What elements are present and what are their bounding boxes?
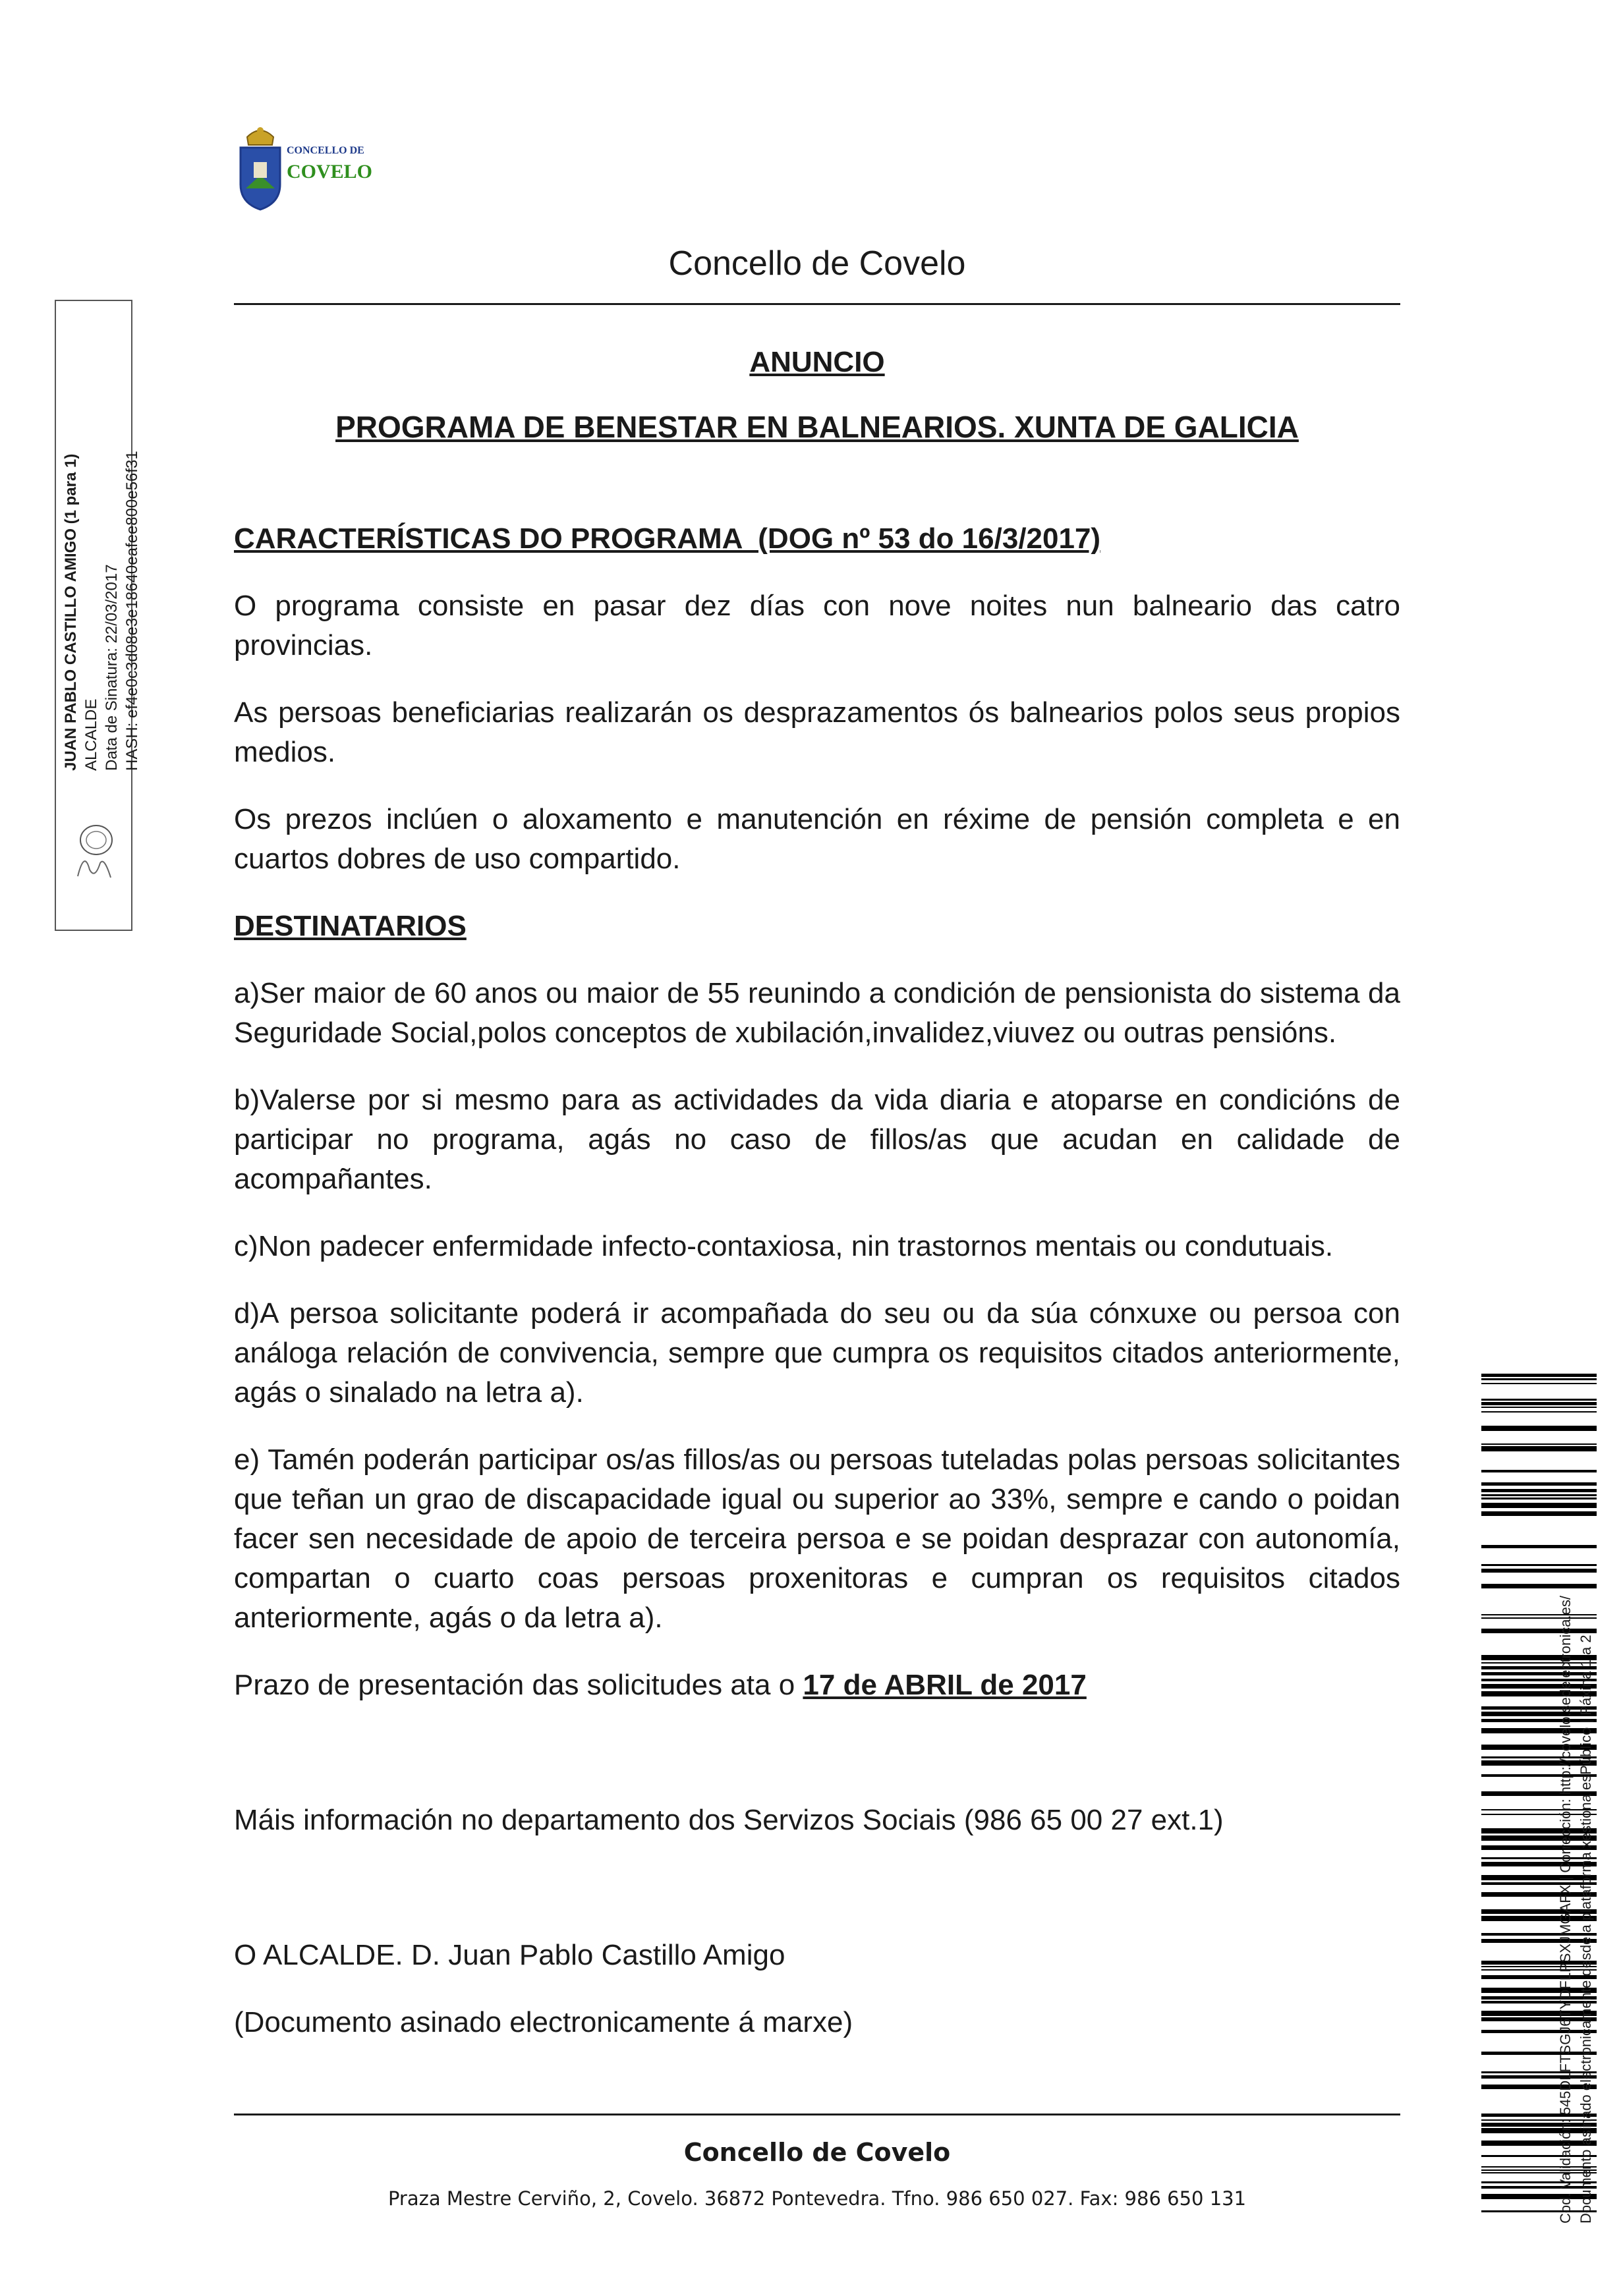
- recipient-requirement: b)Valerse por si mesmo para as actividades da vida diaria e atoparse en condicións de participar no programa, agás no caso de fillos/as que acudan en calidade de acompañantes.: [234, 1084, 1400, 1195]
- program-title: PROGRAMA DE BENESTAR EN BALNEARIOS. XUNTA DE GALICIA: [335, 410, 1299, 444]
- footer-title: Concello de Covelo: [683, 2138, 951, 2167]
- signatory: O ALCALDE. D. Juan Pablo Castillo Amigo: [234, 1939, 785, 1971]
- concello-logo: [234, 98, 382, 242]
- signer-role: ALCALDE: [82, 698, 100, 771]
- validation-platform: Documento asinado electronicamente desde a plataforma xestiona esPúblico | Páxina 1 a 2: [1578, 1635, 1594, 2224]
- characteristics-heading: CARACTERÍSTICAS DO PROGRAMA (DOG nº 53 do 16/3/2017): [234, 522, 1101, 555]
- coat-of-arms-icon: [234, 124, 287, 223]
- barcode-bar: [1481, 1399, 1597, 1401]
- announcement-heading: ANUNCIO: [749, 346, 885, 378]
- signature-date: Data de Sinatura: 22/03/2017: [103, 564, 121, 771]
- signer-name: JUAN PABLO CASTILLO AMIGO (1 para 1): [62, 453, 80, 771]
- barcode-bar: [1481, 1383, 1597, 1384]
- document-body: [234, 343, 1400, 2042]
- signature-stamp-text: [61, 310, 141, 771]
- header-divider: [234, 303, 1400, 305]
- characteristics-paragraph: As persoas beneficiarias realizarán os desprazamentos ós balnearios polos seus propios medios.: [234, 696, 1400, 768]
- barcode-bar: [1481, 1374, 1597, 1377]
- signature-note: (Documento asinado electronicamente á marxe): [234, 2006, 853, 2038]
- more-info: Máis información no departamento dos Servizos Sociais (986 65 00 27 ext.1): [234, 1804, 1224, 1836]
- validation-code: Cod. Validación: 545DLFTSGJ6TYDFLPSXJMGAFX | Corrección: http://covelo.sedelectronica.es/: [1557, 1596, 1574, 2224]
- deadline-prefix: Prazo de presentación das solicitudes ata o: [234, 1669, 803, 1701]
- logo-text-bottom: COVELO: [287, 161, 373, 182]
- recipient-requirement: e) Tamén poderán participar os/as fillos/as ou persoas tuteladas polas persoas solicitantes que teñan un grao de discapacidade igual ou superior ao 33%, sempre e cando o poidan facer sen necesidade de apoio de terceira persoa e se poidan desprazar con autonomía, compartan o cuarto coas persoas proxenitoras e cumpran os requisitos citados anteriormente, agás o da letra a).: [234, 1443, 1400, 1634]
- footer-address: Praza Mestre Cerviño, 2, Covelo. 36872 Pontevedra. Tfno. 986 650 027. Fax: 986 650 131: [387, 2187, 1247, 2210]
- signature-seal-icon: [71, 817, 117, 883]
- logo-text-top: CONCELLO DE: [287, 145, 364, 156]
- signature-hash: HASH: ef4e0c3d08e3e18640eafee800e56f31: [123, 451, 141, 771]
- footer-divider: [234, 2114, 1400, 2115]
- deadline-date: 17 de ABRIL de 2017: [803, 1669, 1087, 1701]
- characteristics-paragraph: O programa consiste en pasar dez días con nove noites nun balneario das catro provincias.: [234, 590, 1400, 661]
- barcode-bar: [1481, 1378, 1597, 1380]
- page-title: Concello de Covelo: [668, 244, 966, 283]
- validation-text: [1555, 1407, 1601, 2224]
- recipient-requirement: a)Ser maior de 60 anos ou maior de 55 reunindo a condición de pensionista do sistema da Seguridade Social,polos conceptos de xubilación,invalidez,viuvez ou outras pensións.: [234, 977, 1400, 1049]
- recipient-requirement: c)Non padecer enfermidade infecto-contaxiosa, nin trastornos mentais ou condutuais.: [234, 1230, 1334, 1262]
- characteristics-paragraph: Os prezos inclúen o aloxamento e manutención en réxime de pensión completa e en cuartos dobres de uso compartido.: [234, 803, 1400, 875]
- recipient-requirement: d)A persoa solicitante poderá ir acompañada do seu ou da súa cónxuxe ou persoa con análoga relación de convivencia, sempre que cumpra os requisitos citados anteriormente, agás o sinalado na letra a).: [234, 1297, 1400, 1409]
- barcode-bar: [1481, 1402, 1597, 1405]
- recipients-heading: DESTINATARIOS: [234, 910, 467, 942]
- deadline-line: [234, 1666, 1400, 1705]
